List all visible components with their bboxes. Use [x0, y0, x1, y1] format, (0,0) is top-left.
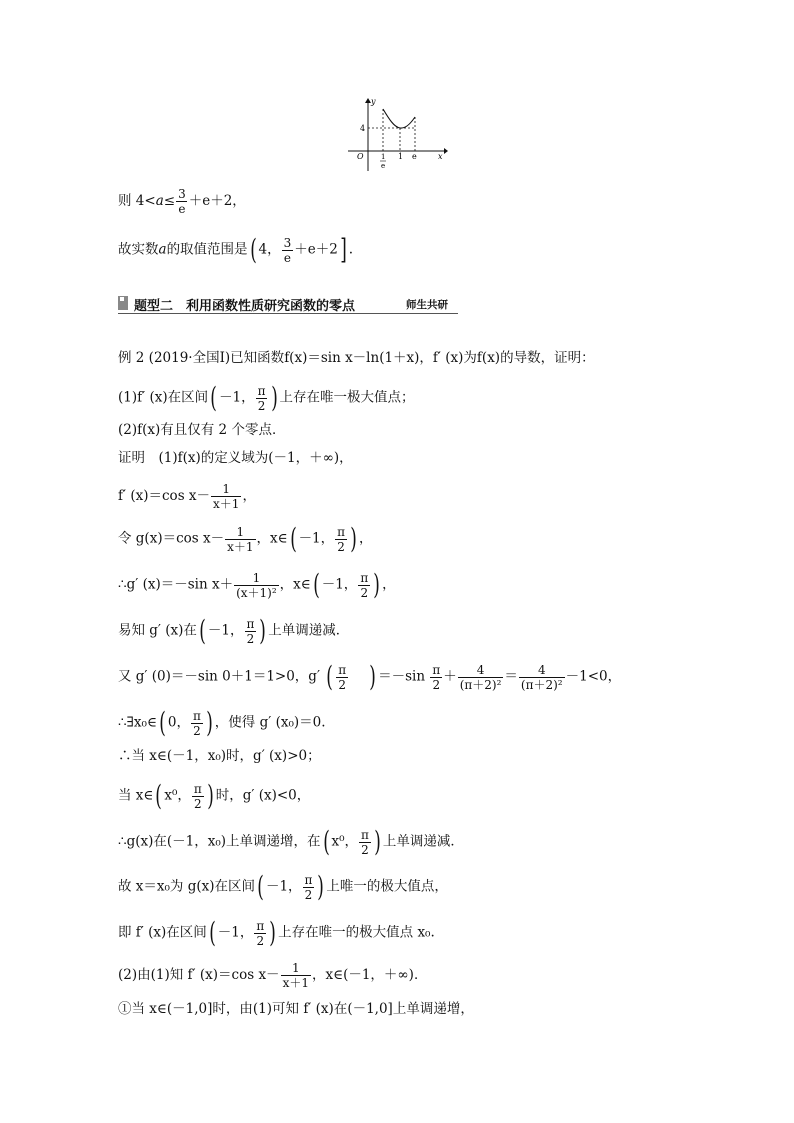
fraction: $\frac{3}{e}$ [178, 187, 186, 216]
proof-line-5: 易知 g′ (x)在( －1， $\frac{\pi}{2}$ ) 上单调递减． [118, 614, 350, 647]
x-tick-e: e [412, 152, 417, 161]
text: ＋e＋2， [188, 193, 246, 209]
text: 的取值范围是 [166, 241, 248, 258]
var-a: a [155, 193, 164, 209]
proof-line-7: ∴∃x₀∈( 0， $\frac{\pi}{2}$ ) ，使得 g′ (x₀)＝0. [118, 706, 326, 739]
conclusion-line [118, 188, 246, 215]
origin-label: O [357, 152, 364, 161]
var-a: a [158, 241, 167, 258]
proof-line-9: 当 x∈( x⁰， $\frac{\pi}{2}$ ) 时，g′ (x)<0， [118, 779, 311, 812]
text: . [348, 241, 354, 258]
function-graph [344, 95, 450, 175]
x-tick-1: 1 [398, 152, 404, 161]
text: 4， [258, 241, 281, 258]
question-1: (1)f′ (x)在区间( －1， $\frac{\pi}{2}$ ) 上存在唯一极大值点； [118, 381, 415, 414]
y-tick-4: 4 [360, 124, 366, 133]
fraction: $\frac{3}{e}$ [283, 235, 292, 265]
proof-line-1: 证明 (1)f(x)的定义域为(－1，＋∞)， [118, 450, 353, 466]
proof-line-8: ∴当 x∈(－1，x₀)时，g′ (x)>0； [118, 748, 321, 764]
x-axis-arrow [444, 148, 448, 154]
proof-line-6: 又 g′ (0)＝－sin 0＋1＝1>0，g′ ( $\frac{\pi}{2}$ ) ＝－sin $\frac{\pi}{2}$ ＋ $\frac{4}{\text{(π＋2)²}}$ ＝ $\frac{4}{\text{(π＋2)²}}$ －1<0， [118, 660, 622, 693]
x-tick-frac-num: 1 [381, 153, 386, 161]
example-header [118, 348, 595, 368]
text: 则 4< [118, 193, 156, 209]
proof-line-4: ∴g′ (x)＝－sin x＋ $\frac{1}{\text{(x＋1)²}}$ ，x∈( －1， $\frac{\pi}{2}$ ) ， [118, 568, 396, 601]
function-curve [383, 109, 415, 128]
proof-line-12: 即 f′ (x)在区间( －1， $\frac{\pi}{2}$ ) 上存在唯一的极大值点 x₀. [118, 916, 435, 949]
proof-line-11: 故 x＝x₀为 g(x)在区间( －1， $\frac{\pi}{2}$ ) 上唯一的极大值点， [118, 870, 448, 903]
bracket: ] [340, 233, 347, 266]
question-2: (2)f(x)有且仅有 2 个零点． [118, 422, 286, 438]
y-axis-label: y [371, 97, 376, 106]
x-tick-frac-den: e [381, 162, 386, 170]
bracket: ( [249, 233, 257, 266]
proof-line-14: ①当 x∈(－1,0]时，由(1)可知 f′ (x)在(－1,0]上单调递增， [118, 1001, 474, 1017]
proof-line-10: ∴g(x)在(－1，x₀)上单调递增，在( x⁰， $\frac{\pi}{2}$ ) 上单调递减． [118, 825, 464, 858]
text: 例 2 (2019·全国Ⅰ)已知函数 [118, 350, 285, 366]
proof-line-13: (2)由(1)知 f′ (x)＝cos x－ $\frac{1}{x+1}$ ，x∈(－1，＋∞)． [118, 961, 428, 990]
banner-tag: 师生共研 [406, 299, 448, 311]
proof-line-3: 令 g(x)＝cos x－ $\frac{1}{x+1}$ ，x∈( －1， $\frac{\pi}{2}$ ) ， [118, 522, 373, 555]
text: ≤ [163, 193, 176, 209]
section-banner [118, 293, 458, 314]
banner-title: 题型二 利用函数性质研究函数的零点 [134, 299, 356, 314]
text: 故实数 [118, 241, 159, 258]
banner-book-icon [118, 296, 128, 310]
x-axis-label: x [438, 152, 443, 161]
range-line [118, 233, 354, 266]
proof-line-2: f′ (x)＝cos x－ $\frac{1}{x+1}$ ， [118, 482, 256, 511]
text: f(x)＝sin x－ln(1＋x)，f′ (x)为f(x)的导数，证明： [284, 350, 595, 366]
text: ＋e＋2 [294, 241, 338, 258]
